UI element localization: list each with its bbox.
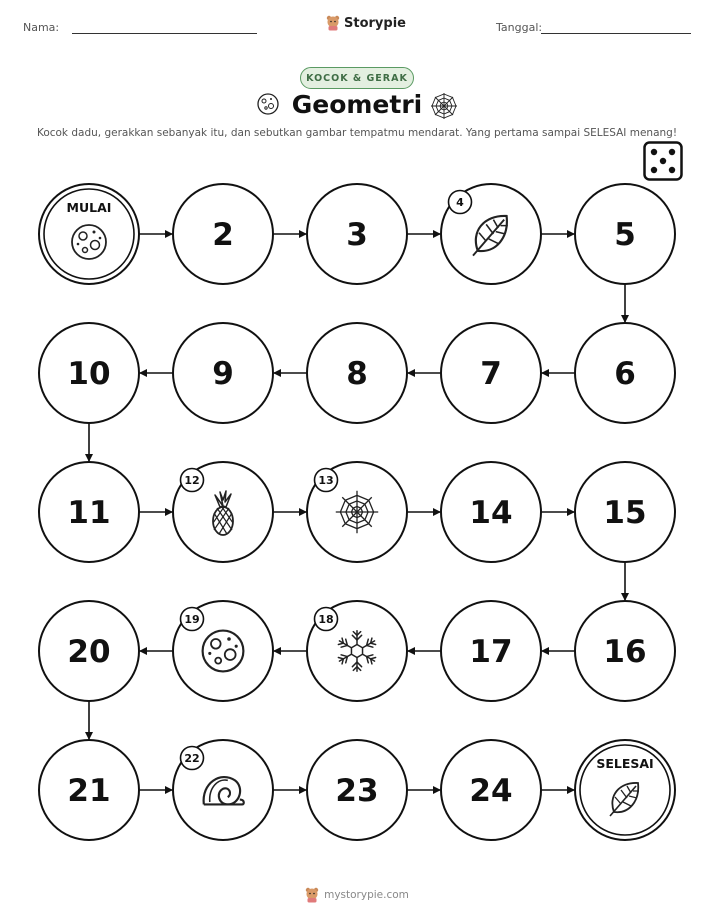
board-space-5[interactable] xyxy=(575,184,675,284)
board-space-20[interactable] xyxy=(39,601,139,701)
board-space-11[interactable] xyxy=(39,462,139,562)
board-space-24[interactable] xyxy=(441,740,541,840)
board-space-2[interactable] xyxy=(173,184,273,284)
activity-badge: KOCOK & GERAK xyxy=(300,67,414,89)
board-space-13[interactable] xyxy=(307,462,407,562)
instructions: Kocok dadu, gerakkan sebanyak itu, dan sebutkan gambar tempatmu mendarat. Yang pertama sampai SELESAI menang! xyxy=(36,127,678,139)
finish-label: SELESAI xyxy=(596,756,654,771)
space-number: 24 xyxy=(469,773,513,809)
board-space-10[interactable] xyxy=(39,323,139,423)
board-space-23[interactable] xyxy=(307,740,407,840)
board-space-18[interactable] xyxy=(307,601,407,701)
board-space-6[interactable] xyxy=(575,323,675,423)
board-space-15[interactable] xyxy=(575,462,675,562)
space-number: 20 xyxy=(67,634,111,670)
space-number: 18 xyxy=(318,613,334,626)
brand-name: Storypie xyxy=(344,15,406,31)
footer xyxy=(0,887,714,903)
space-number: 10 xyxy=(67,356,111,392)
space-number: 17 xyxy=(469,634,513,670)
start-label: MULAI xyxy=(66,200,112,215)
board-space-4[interactable] xyxy=(441,184,541,284)
page-title: Geometri xyxy=(291,90,423,119)
moon-icon xyxy=(72,225,106,259)
space-number: 14 xyxy=(469,495,513,531)
board-space-21[interactable] xyxy=(39,740,139,840)
space-number: 5 xyxy=(614,217,636,253)
board-space-3[interactable] xyxy=(307,184,407,284)
board-space-finish[interactable] xyxy=(575,740,675,840)
board-space-9[interactable] xyxy=(173,323,273,423)
space-number: 4 xyxy=(456,196,464,209)
board-space-22[interactable] xyxy=(173,740,273,840)
space-number: 11 xyxy=(67,495,111,531)
name-label: Nama: xyxy=(23,21,60,34)
board-space-19[interactable] xyxy=(173,601,273,701)
space-number: 6 xyxy=(614,356,636,392)
space-number: 13 xyxy=(318,474,334,487)
space-number: 19 xyxy=(184,613,200,626)
space-number: 16 xyxy=(603,634,647,670)
board-space-start[interactable] xyxy=(39,184,139,284)
space-number: 22 xyxy=(184,752,200,765)
board-space-8[interactable] xyxy=(307,323,407,423)
bear-mascot-icon xyxy=(305,887,319,903)
moon-icon xyxy=(203,631,244,672)
space-number: 2 xyxy=(212,217,234,253)
space-number: 3 xyxy=(346,217,368,253)
space-number: 15 xyxy=(603,495,647,531)
board-space-14[interactable] xyxy=(441,462,541,562)
board-space-7[interactable] xyxy=(441,323,541,423)
space-number: 12 xyxy=(184,474,200,487)
board-space-17[interactable] xyxy=(441,601,541,701)
space-number: 9 xyxy=(212,356,234,392)
space-number: 7 xyxy=(480,356,502,392)
space-number: 21 xyxy=(67,773,111,809)
date-label: Tanggal: xyxy=(496,21,543,34)
board-space-16[interactable] xyxy=(575,601,675,701)
board-space-12[interactable] xyxy=(173,462,273,562)
space-number: 23 xyxy=(335,773,379,809)
footer-site[interactable]: mystorypie.com xyxy=(324,889,409,901)
space-number: 8 xyxy=(346,356,368,392)
